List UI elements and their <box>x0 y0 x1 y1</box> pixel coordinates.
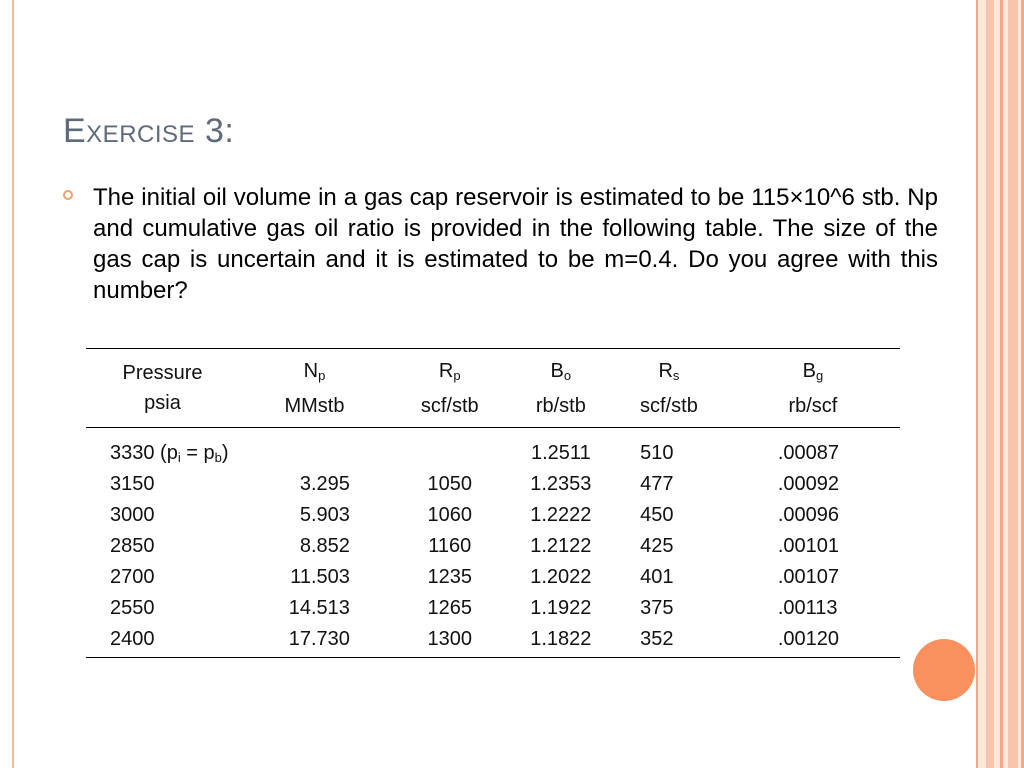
slide-left-border <box>0 0 14 768</box>
cell-bg: .00101 <box>777 535 839 557</box>
cell-np: 5.903 <box>299 504 350 526</box>
cell-bg: .00120 <box>726 624 900 658</box>
header-bg: $B_g$ rb/scf <box>726 349 900 428</box>
cell-pressure: 3000 <box>110 504 155 526</box>
cell-bo: 1.1822 <box>510 624 612 658</box>
cell-pressure: 3330 $(p_i = p_b)$ <box>110 442 229 465</box>
cell-rs: 352 <box>612 624 726 658</box>
cell-np: 8.852 <box>299 535 350 557</box>
table-row <box>86 428 900 470</box>
orange-circle-decoration <box>913 639 975 701</box>
cell-bo: 1.2222 <box>530 504 592 526</box>
cell-rp: 1235 <box>427 566 472 588</box>
cell-bo: 1.2511 <box>531 442 591 464</box>
table-row <box>86 593 900 624</box>
cell-np: 17.730 <box>239 624 390 658</box>
header-rs: $R_s$ scf/stb <box>612 349 726 428</box>
cell-rs: 450 <box>640 504 674 526</box>
table-row <box>86 469 900 500</box>
cell-rp: 1050 <box>427 473 472 495</box>
header-pressure: Pressure psia <box>86 349 239 428</box>
bullet-text: The initial oil volume in a gas cap reservoir is estimated to be 115×10^6 stb. Np and cumulative gas oil ratio is provided in the following table. The size of the gas cap is uncertain and it is estimated to be m=0.4. Do you agree with this number? <box>93 184 938 304</box>
cell-pressure: 2550 <box>110 597 155 619</box>
cell-np: 3.295 <box>299 473 350 495</box>
cell-bg: .00092 <box>777 473 839 495</box>
cell-rp: 1265 <box>427 597 472 619</box>
cell-bo: 1.2353 <box>530 473 592 495</box>
cell-rp: 1160 <box>428 535 472 557</box>
table-row <box>86 500 900 531</box>
cell-bo: 1.2022 <box>530 566 592 588</box>
cell-np: 14.513 <box>288 597 350 619</box>
table-row <box>86 531 900 562</box>
bullet-item <box>63 182 938 306</box>
header-bo: $B_o$ rb/stb <box>510 349 612 428</box>
cell-pressure: 2400 <box>86 624 239 658</box>
table-row <box>86 562 900 593</box>
cell-rs: 401 <box>640 566 674 588</box>
slide-title: Exercise 3: <box>63 112 235 150</box>
table-row <box>86 624 900 658</box>
cell-pressure: 3150 <box>110 473 155 495</box>
cell-bg: .00096 <box>777 504 839 526</box>
cell-rs: 510 <box>640 442 674 464</box>
cell-bo: 1.1922 <box>530 597 592 619</box>
cell-pressure: 2700 <box>110 566 155 588</box>
table-header-row <box>86 349 900 428</box>
cell-rs: 477 <box>640 473 674 495</box>
cell-rs: 425 <box>640 535 674 557</box>
cell-np <box>239 428 390 470</box>
cell-rp: 1300 <box>390 624 510 658</box>
cell-bg: .00113 <box>777 597 838 619</box>
cell-bo: 1.2122 <box>530 535 592 557</box>
header-rp: $R_p$ scf/stb <box>390 349 510 428</box>
cell-bg: .00087 <box>777 442 839 464</box>
header-np: $N_p$ MMstb <box>239 349 390 428</box>
reservoir-data-table <box>86 348 900 658</box>
cell-rs: 375 <box>640 597 674 619</box>
cell-rp <box>390 428 510 470</box>
cell-rp: 1060 <box>427 504 472 526</box>
cell-pressure: 2850 <box>110 535 155 557</box>
bullet-circle-icon <box>63 190 73 200</box>
cell-bg: .00107 <box>777 566 839 588</box>
slide-right-border <box>976 0 1024 768</box>
cell-np: 11.503 <box>290 566 350 588</box>
